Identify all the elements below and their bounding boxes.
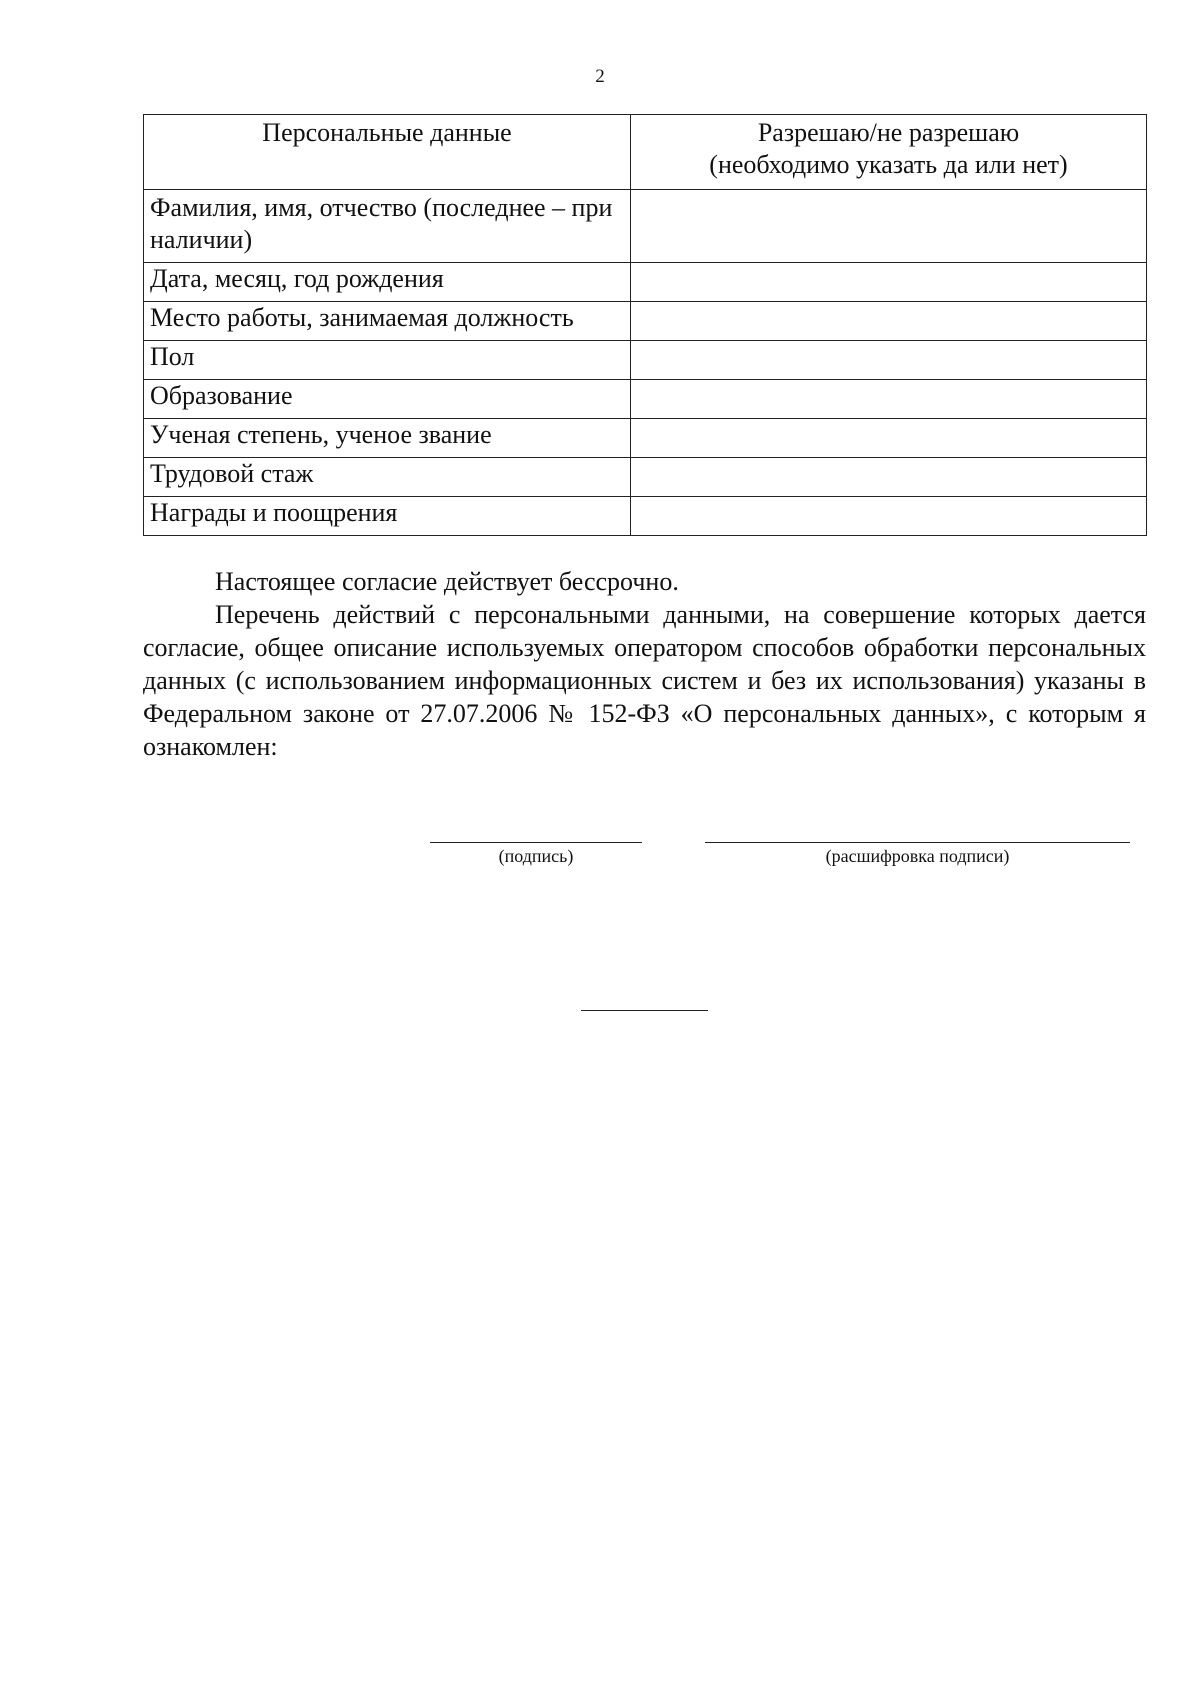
- signature-decoding-caption: (расшифровка подписи): [825, 846, 1010, 866]
- table-row: [144, 497, 1147, 536]
- row-label-awards: Награды и поощрения: [144, 497, 631, 536]
- row-permission-sex[interactable]: [631, 341, 1147, 380]
- signature-line: [430, 842, 642, 843]
- row-label-birth-date: Дата, месяц, год рождения: [144, 263, 631, 302]
- table-row: [144, 341, 1147, 380]
- row-label-education: Образование: [144, 380, 631, 419]
- personal-data-table: [143, 114, 1147, 536]
- row-label-workplace: Место работы, занимаемая должность: [144, 302, 631, 341]
- row-permission-academic-degree[interactable]: [631, 419, 1147, 458]
- table-row: [144, 302, 1147, 341]
- row-label-work-experience: Трудовой стаж: [144, 458, 631, 497]
- header-permission-line2: (необходимо указать да или нет): [709, 150, 1068, 179]
- table-header-row: [144, 115, 1147, 190]
- row-label-sex: Пол: [144, 341, 631, 380]
- row-permission-work-experience[interactable]: [631, 458, 1147, 497]
- table-row: [144, 190, 1147, 263]
- header-permission-line1: Разрешаю/не разрешаю: [757, 118, 1020, 147]
- row-label-full-name: Фамилия, имя, отчество (последнее – при наличии): [144, 190, 631, 263]
- signature-field[interactable]: [430, 842, 642, 867]
- table-row: [144, 263, 1147, 302]
- header-personal-data: Персональные данные: [144, 115, 631, 190]
- consent-text: [143, 565, 1146, 763]
- row-permission-awards[interactable]: [631, 497, 1147, 536]
- row-permission-birth-date[interactable]: [631, 263, 1147, 302]
- processing-paragraph: Перечень действий с персональными данными, на совершение которых дается согласие, общее описание используемых оператором способов обработки персональных данных (с использованием информационных систем и без их использования) указаны в Федеральном законе от 27.07.2006 № 152-ФЗ «О персональных данных», с которым я ознакомлен:: [143, 600, 1146, 761]
- header-permission: [631, 115, 1147, 190]
- table-row: [144, 419, 1147, 458]
- row-permission-education[interactable]: [631, 380, 1147, 419]
- page-number: 2: [595, 66, 605, 87]
- signature-decoding-line: [705, 842, 1130, 843]
- row-label-academic-degree: Ученая степень, ученое звание: [144, 419, 631, 458]
- table-row: [144, 380, 1147, 419]
- row-permission-workplace[interactable]: [631, 302, 1147, 341]
- signature-caption: (подпись): [498, 846, 574, 866]
- table-row: [144, 458, 1147, 497]
- validity-paragraph: Настоящее согласие действует бессрочно.: [215, 567, 679, 596]
- row-permission-full-name[interactable]: [631, 190, 1147, 263]
- signature-decoding-field[interactable]: [705, 842, 1130, 867]
- end-divider: [581, 1010, 708, 1011]
